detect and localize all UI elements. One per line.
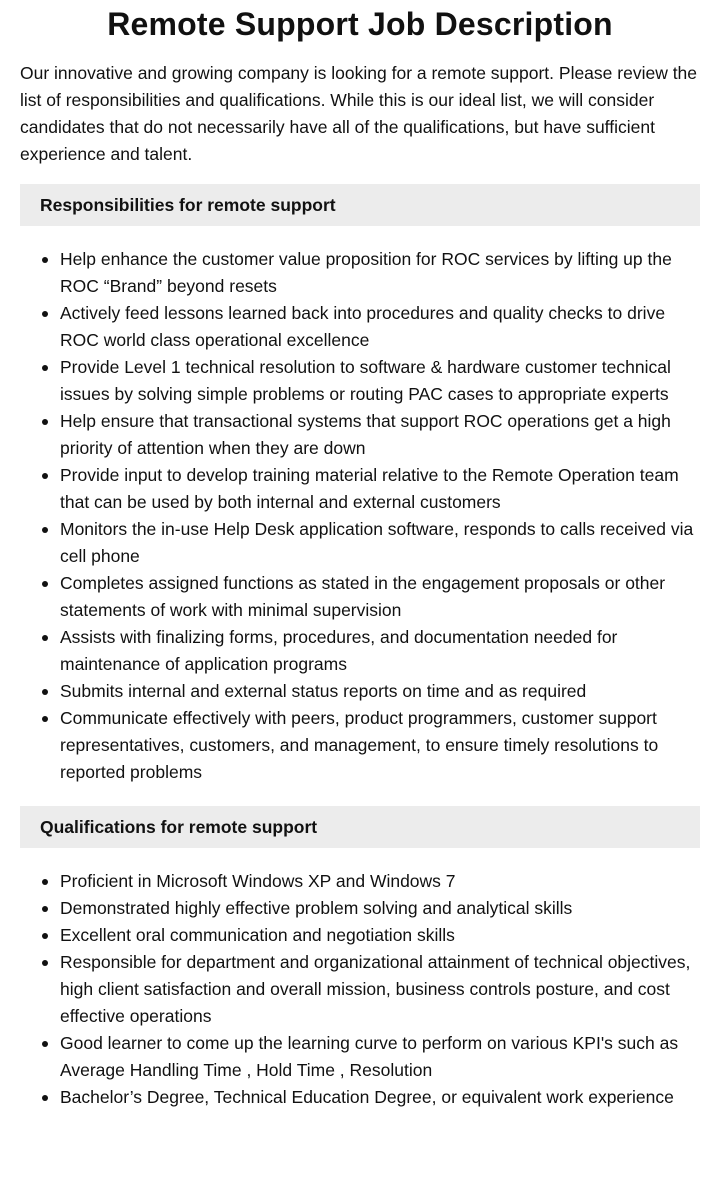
page-title: Remote Support Job Description [107,6,613,42]
list-item: Completes assigned functions as stated in the engagement proposals or other statements of work with minimal supervision [60,570,700,624]
list-item: Bachelor’s Degree, Technical Education Degree, or equivalent work experience [60,1084,700,1111]
list-item: Submits internal and external status reports on time and as required [60,678,700,705]
list-item: Actively feed lessons learned back into procedures and quality checks to drive ROC world class operational excellence [60,300,700,354]
responsibilities-heading: Responsibilities for remote support [20,184,700,226]
list-item: Assists with finalizing forms, procedures, and documentation needed for maintenance of application programs [60,624,700,678]
list-item: Help ensure that transactional systems that support ROC operations get a high priority of attention when they are down [60,408,700,462]
list-item: Monitors the in-use Help Desk application software, responds to calls received via cell phone [60,516,700,570]
list-item: Communicate effectively with peers, product programmers, customer support representatives, customers, and management, to ensure timely resolutions to reported problems [60,705,700,786]
list-item: Provide input to develop training material relative to the Remote Operation team that can be used by both internal and external customers [60,462,700,516]
qualifications-heading: Qualifications for remote support [20,806,700,848]
intro-paragraph: Our innovative and growing company is looking for a remote support. Please review the list of responsibilities and qualifications. While this is our ideal list, we will consider candidates that do not necessarily have all of the qualifications, but have sufficient experience and talent. [20,63,698,164]
responsibilities-list [20,246,700,786]
list-item: Help enhance the customer value proposition for ROC services by lifting up the ROC “Brand” beyond resets [60,246,700,300]
list-item: Demonstrated highly effective problem solving and analytical skills [60,895,700,922]
qualifications-list [20,868,700,1111]
list-item: Excellent oral communication and negotiation skills [60,922,700,949]
list-item: Good learner to come up the learning curve to perform on various KPI's such as Average Handling Time , Hold Time , Resolution [60,1030,700,1084]
list-item: Proficient in Microsoft Windows XP and Windows 7 [60,868,700,895]
list-item: Provide Level 1 technical resolution to software & hardware customer technical issues by solving simple problems or routing PAC cases to appropriate experts [60,354,700,408]
list-item: Responsible for department and organizational attainment of technical objectives, high client satisfaction and overall mission, business controls posture, and cost effective operations [60,949,700,1030]
